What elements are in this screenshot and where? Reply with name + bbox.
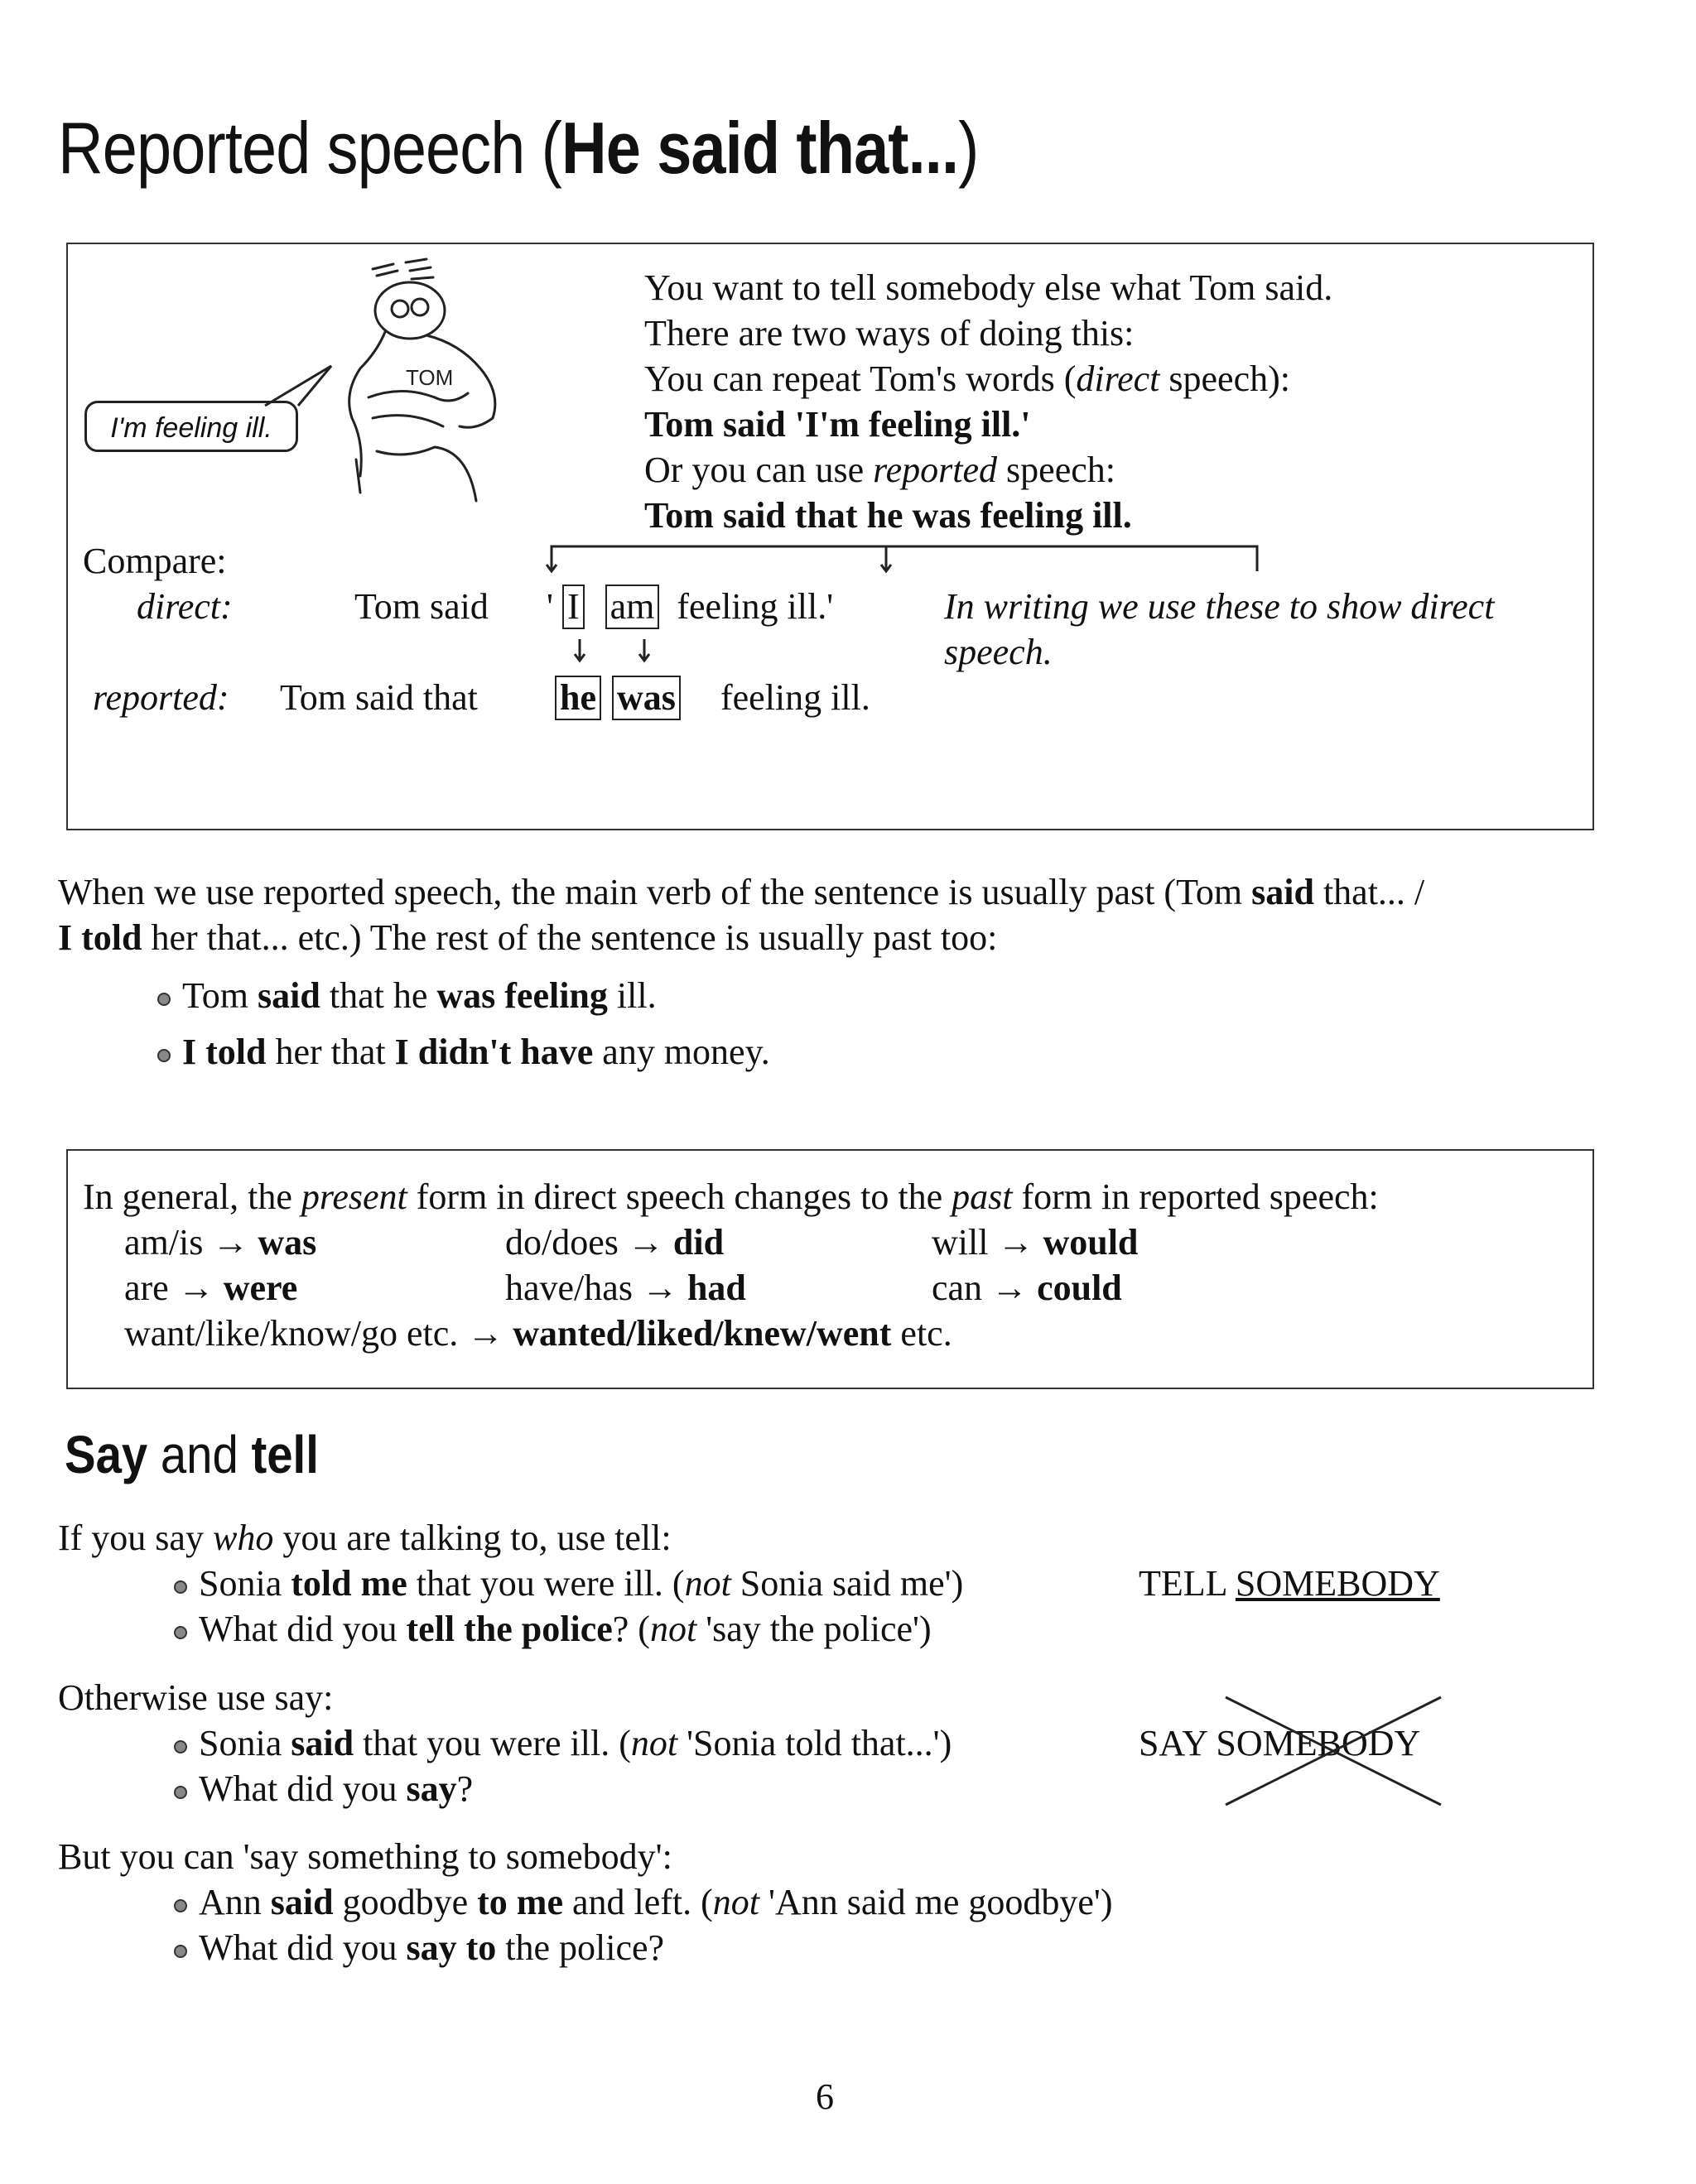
say-tell-p3-ex2: What did you say to the police?	[174, 1925, 664, 1970]
direct-label: direct:	[137, 586, 233, 627]
reported-word-he: he	[555, 676, 601, 720]
bullet-icon	[157, 1049, 171, 1062]
intro-line-2: There are two ways of doing this:	[644, 313, 1135, 354]
reported-word-was: was	[612, 676, 681, 720]
say-tell-p1-ex1: Sonia told me that you were ill. (not Sonia said me')	[174, 1561, 963, 1606]
say-tell-p3-ex1: Ann said goodbye to me and left. (not 'Ann said me goodbye')	[174, 1879, 1112, 1925]
cross-out-icon	[1217, 1689, 1449, 1813]
tom-illustration	[327, 253, 576, 526]
general-intro: In general, the present form in direct speech changes to the past form in reported speech:	[83, 1176, 1379, 1217]
say-tell-p2-ex1: Sonia said that you were ill. (not 'Sonia told that...')	[174, 1720, 952, 1766]
para1-line1: When we use reported speech, the main verb of the sentence is usually past (Tom said that... /	[58, 872, 1425, 912]
intro-line-5: Or you can use reported speech:	[644, 450, 1115, 490]
page-title: Reported speech (He said that...)	[58, 107, 979, 189]
para1-example-1: Tom said that he was feeling ill.	[157, 973, 657, 1018]
tell-somebody: TELL SOMEBODY	[1139, 1563, 1440, 1604]
say-tell-p3: But you can 'say something to somebody':	[58, 1836, 672, 1877]
bullet-icon	[174, 1899, 187, 1912]
bullet-icon	[157, 993, 171, 1006]
say-tell-p1: If you say who you are talking to, use tell:	[58, 1518, 672, 1558]
say-tell-heading: Say and tell	[65, 1425, 319, 1484]
reported-sentence	[555, 675, 681, 720]
writing-note-2: speech.	[944, 632, 1053, 672]
say-somebody: SAY SOMEBODY	[1139, 1723, 1421, 1763]
bullet-icon	[174, 1580, 187, 1594]
para1-example-2: I told her that I didn't have any money.	[157, 1029, 770, 1075]
rule-will: will → would	[932, 1222, 1139, 1263]
bullet-icon	[174, 1626, 187, 1639]
reported-intro: Tom said that	[280, 677, 478, 718]
compare-label: Compare:	[83, 541, 227, 581]
intro-line-1: You want to tell somebody else what Tom said.	[644, 267, 1333, 308]
intro-line-3: You can repeat Tom's words (direct speech):	[644, 358, 1290, 399]
rule-do-does: do/does → did	[505, 1222, 725, 1263]
rule-want-like: want/like/know/go etc. → wanted/liked/knew/went etc.	[124, 1313, 952, 1354]
say-tell-p1-ex2: What did you tell the police? (not 'say the police')	[174, 1606, 932, 1652]
rule-can: can → could	[932, 1268, 1122, 1308]
intro-line-4: Tom said 'I'm feeling ill.'	[644, 404, 1031, 445]
direct-intro: Tom said	[354, 586, 489, 627]
rule-am-is: am/is → was	[124, 1222, 317, 1263]
direct-sentence: ' I am feeling ill.'	[547, 584, 833, 629]
say-tell-p2: Otherwise use say:	[58, 1677, 334, 1718]
speech-bubble: I'm feeling ill.	[84, 401, 298, 452]
para1-line2: I told her that... etc.) The rest of the sentence is usually past too:	[58, 917, 998, 958]
rule-have-has: have/has → had	[505, 1268, 746, 1308]
shirt-label: TOM	[406, 365, 454, 390]
reported-rest: feeling ill.	[720, 677, 870, 718]
direct-word-am: am	[605, 584, 660, 629]
rule-are: are → were	[124, 1268, 298, 1308]
page-number: 6	[816, 2076, 834, 2117]
intro-line-6: Tom said that he was feeling ill.	[644, 495, 1132, 536]
say-tell-p2-ex2: What did you say?	[174, 1766, 473, 1811]
bullet-icon	[174, 1945, 187, 1958]
direct-word-i: I	[562, 584, 585, 629]
writing-note: In writing we use these to show direct	[944, 586, 1495, 627]
bullet-icon	[174, 1740, 187, 1753]
bullet-icon	[174, 1786, 187, 1799]
reported-label: reported:	[93, 677, 229, 718]
